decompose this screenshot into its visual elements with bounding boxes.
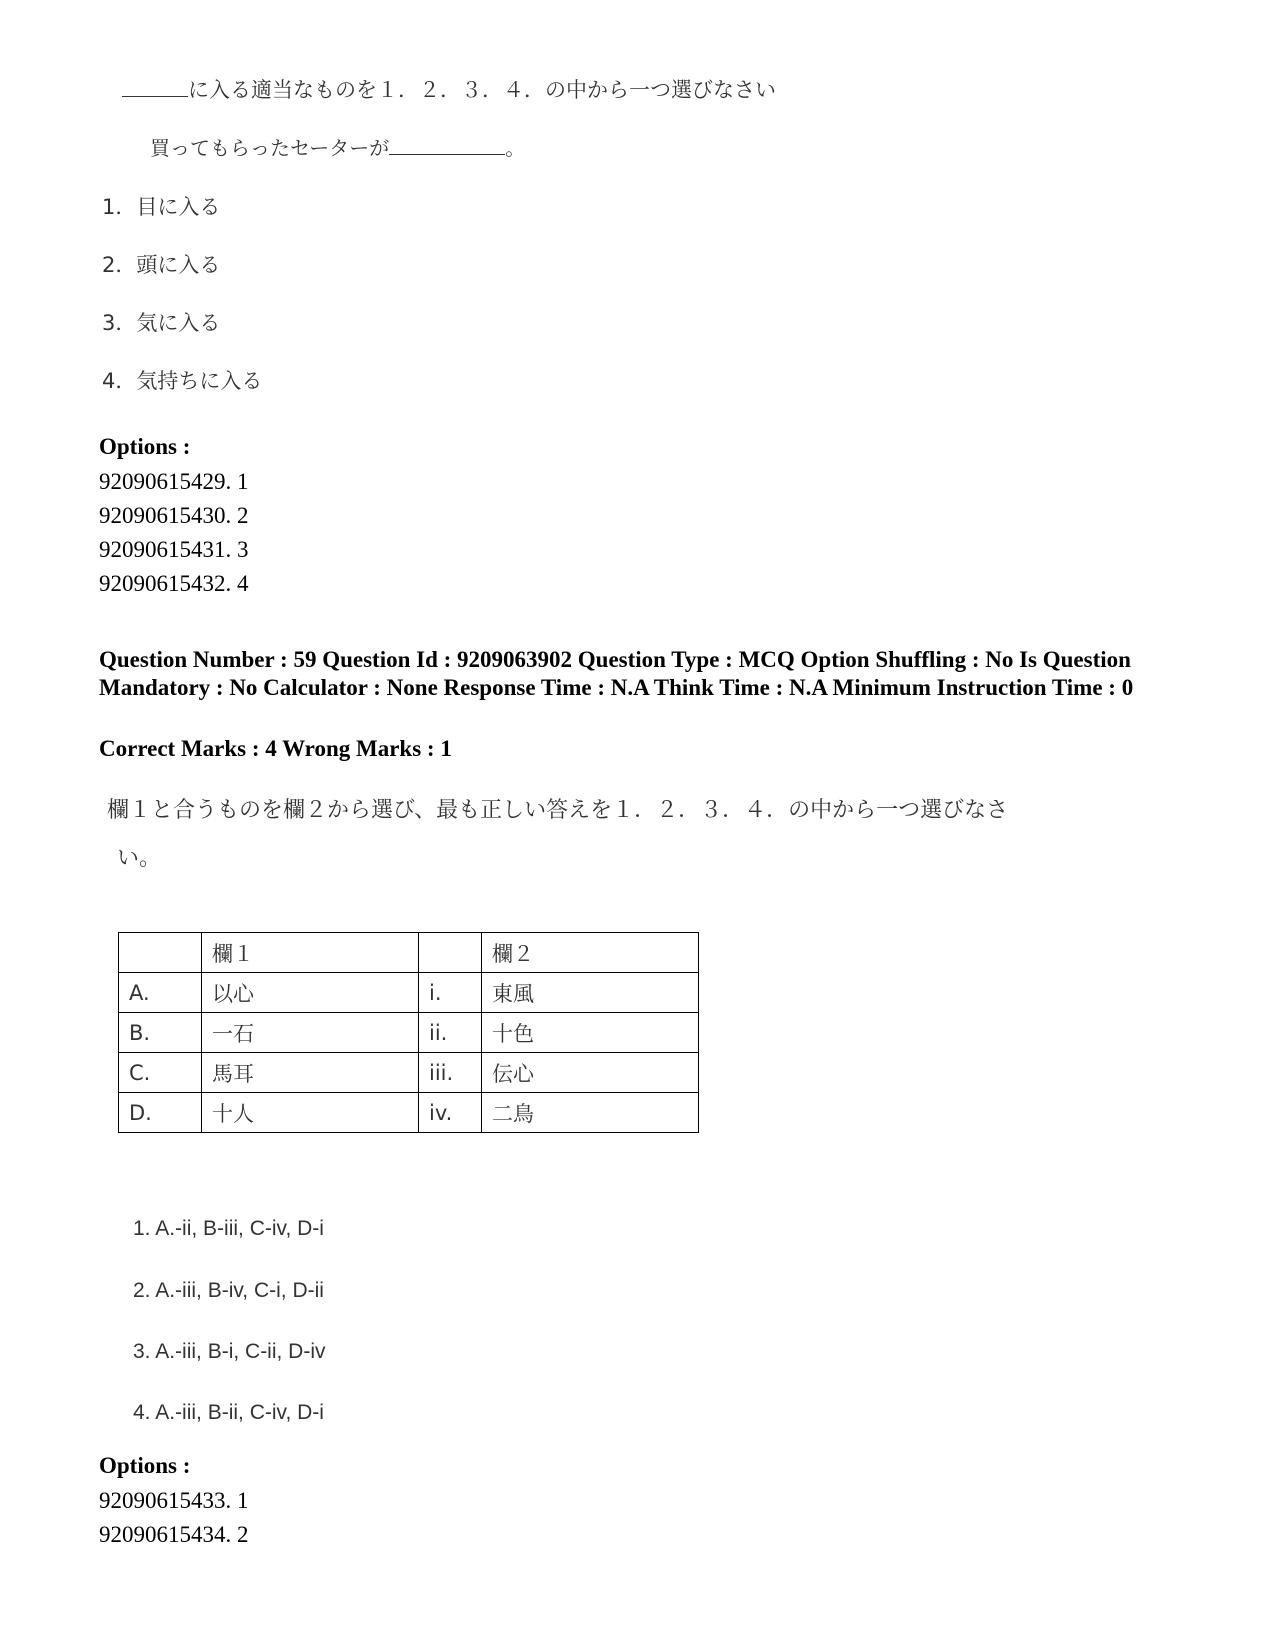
table-cell: 欄２ — [482, 933, 699, 973]
table-row — [119, 1013, 699, 1053]
table-cell: 以心 — [202, 973, 419, 1013]
option-line: 92090615431. 3 — [99, 537, 249, 562]
q1-choice: 3．気に入る — [102, 311, 221, 335]
option-line: 92090615434. 2 — [99, 1522, 249, 1547]
table-cell: 馬耳 — [202, 1053, 419, 1093]
table-cell: A. — [119, 973, 202, 1013]
question-marks: Correct Marks : 4 Wrong Marks : 1 — [99, 736, 452, 761]
answer-blank — [122, 80, 188, 97]
table-header-row — [119, 933, 699, 973]
option-line: 92090615433. 1 — [99, 1488, 249, 1513]
q2-instruction: 欄１と合うものを欄２から選び、最も正しい答えを１．２．３．４．の中から一つ選びなさ — [107, 798, 1009, 823]
q1-sentence: 買ってもらったセーターが 。 — [150, 136, 526, 160]
options-title: Options : — [99, 1453, 191, 1478]
q1-choice: 2．頭に入る — [102, 253, 221, 277]
table-cell: iii. — [419, 1053, 482, 1093]
q1-choice: 4．気持ちに入る — [102, 369, 263, 393]
q2-choice: 4. A.-iii, B-ii, C-iv, D-i — [133, 1401, 324, 1424]
table-cell: 一石 — [202, 1013, 419, 1053]
option-line: 92090615432. 4 — [99, 571, 249, 596]
q2-instruction-continued: い。 — [117, 846, 162, 871]
table-cell: 欄１ — [202, 933, 419, 973]
q1-instruction: に入る適当なものを１．２．３．４．の中から一つ選びなさい — [122, 74, 776, 104]
table-cell: D. — [119, 1093, 202, 1133]
table-cell — [119, 933, 202, 973]
table-cell: 二鳥 — [482, 1093, 699, 1133]
table-cell: 東風 — [482, 973, 699, 1013]
option-line: 92090615430. 2 — [99, 503, 249, 528]
q2-choice: 3. A.-iii, B-i, C-ii, D-iv — [133, 1340, 326, 1363]
options-title: Options : — [99, 434, 191, 459]
table-cell: 十人 — [202, 1093, 419, 1133]
table-row — [119, 1053, 699, 1093]
q1-choice: 1．目に入る — [102, 195, 221, 219]
question-meta: Question Number : 59 Question Id : 9209063902 Question Type : MCQ Option Shuffling : No Is Question Mandatory : No Calculator : None Response Time : N.A Think Time : N.A Minimum Instruction Time : 0 — [99, 647, 1134, 700]
sentence-blank — [389, 140, 505, 155]
option-line: 92090615429. 1 — [99, 469, 249, 494]
table-cell: 十色 — [482, 1013, 699, 1053]
table-cell — [419, 933, 482, 973]
matching-table — [118, 932, 699, 1133]
table-cell: B. — [119, 1013, 202, 1053]
table-row — [119, 1093, 699, 1133]
table-row — [119, 973, 699, 1013]
q2-choice: 2. A.-iii, B-iv, C-i, D-ii — [133, 1279, 324, 1302]
table-cell: ii. — [419, 1013, 482, 1053]
table-cell: iv. — [419, 1093, 482, 1133]
table-cell: 伝心 — [482, 1053, 699, 1093]
q2-choice: 1. A.-ii, B-iii, C-iv, D-i — [133, 1217, 324, 1240]
table-cell: C. — [119, 1053, 202, 1093]
table-cell: i. — [419, 973, 482, 1013]
